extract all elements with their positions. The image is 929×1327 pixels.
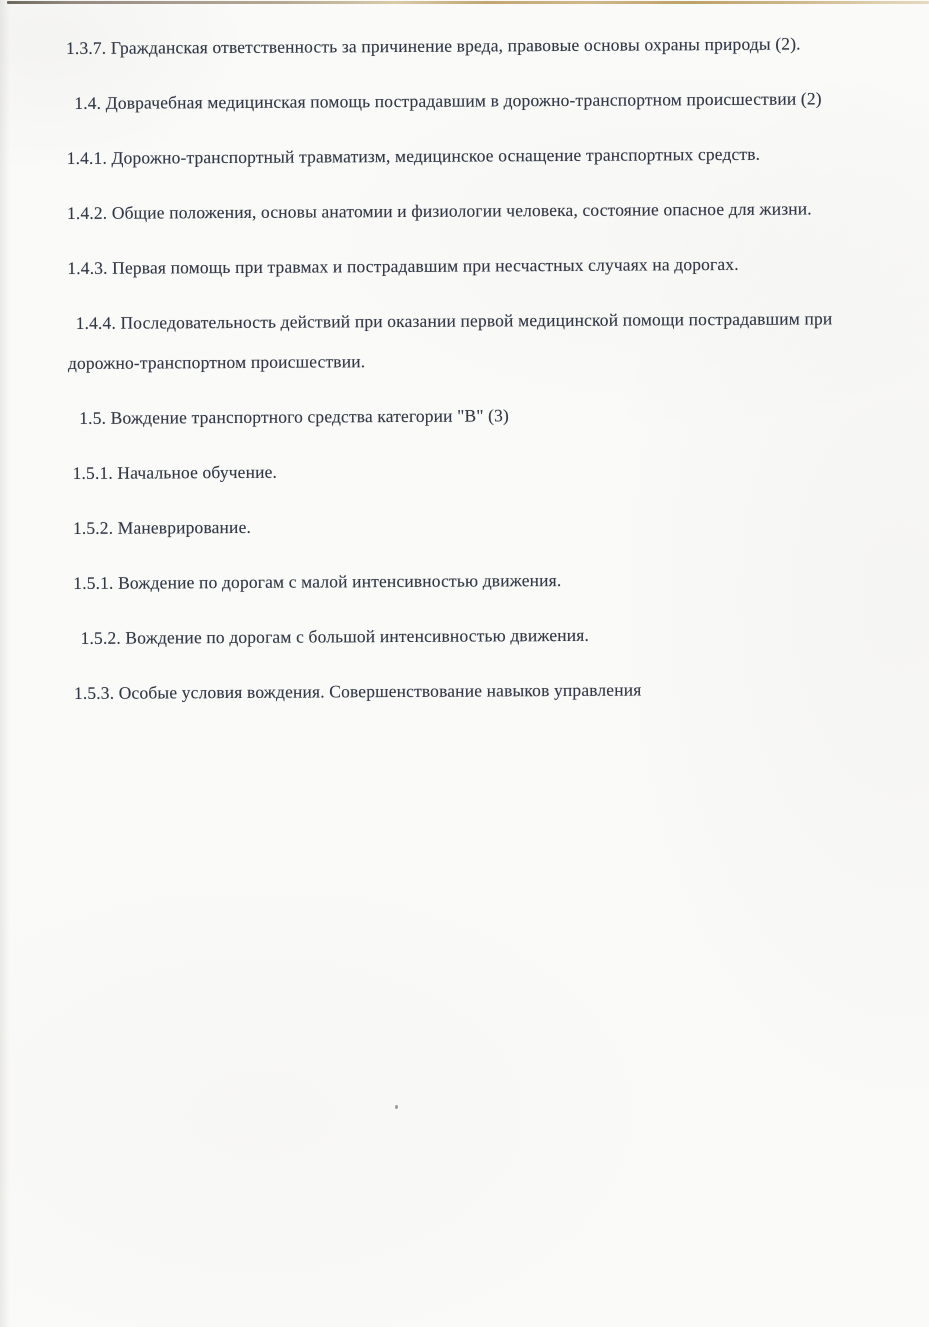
scan-left-edge-shadow xyxy=(0,0,10,1327)
curriculum-item-1-4-2: 1.4.2. Общие положения, основы анатомии и физиологии человека, состояние опасное для жизни. xyxy=(66,198,812,224)
scan-speck-artifact xyxy=(395,1105,398,1109)
curriculum-item-1-5-1-driving: 1.5.1. Вождение по дорогам с малой интенсивностью движения. xyxy=(73,569,562,593)
curriculum-item-1-3-7: 1.3.7. Гражданская ответственность за причинение вреда, правовые основы охраны природы (2). xyxy=(65,33,801,59)
curriculum-item-1-5-2: 1.5.2. Маневрирование. xyxy=(72,516,252,538)
curriculum-item-1-5-3: 1.5.3. Особые условия вождения. Совершенствование навыков управления xyxy=(73,679,642,703)
curriculum-item-1-4-4: 1.4.4. Последовательность действий при оказании первой медицинской помощи пострадавшим при дорожно-транспортном происшествии. xyxy=(67,308,833,374)
curriculum-item-1-5-2-driving: 1.5.2. Вождение по дорогам с большой интенсивностью движения. xyxy=(80,624,590,648)
curriculum-item-1-5-1: 1.5.1. Начальное обучение. xyxy=(72,461,278,483)
document-text-block xyxy=(66,23,905,728)
curriculum-item-1-4-3: 1.4.3. Первая помощь при травмах и пострадавшим при несчастных случаях на дорогах. xyxy=(67,253,739,279)
curriculum-item-1-4-1: 1.4.1. Дорожно-транспортный травматизм, медицинское оснащение транспортных средств. xyxy=(66,143,761,169)
curriculum-item-1-5: 1.5. Вождение транспортного средства категории "В" (3) xyxy=(79,405,510,428)
curriculum-item-1-4: 1.4. Доврачебная медицинская помощь пострадавшим в дорожно-транспортном происшествии (2) xyxy=(74,88,822,113)
scan-top-edge-artifact xyxy=(7,1,929,4)
